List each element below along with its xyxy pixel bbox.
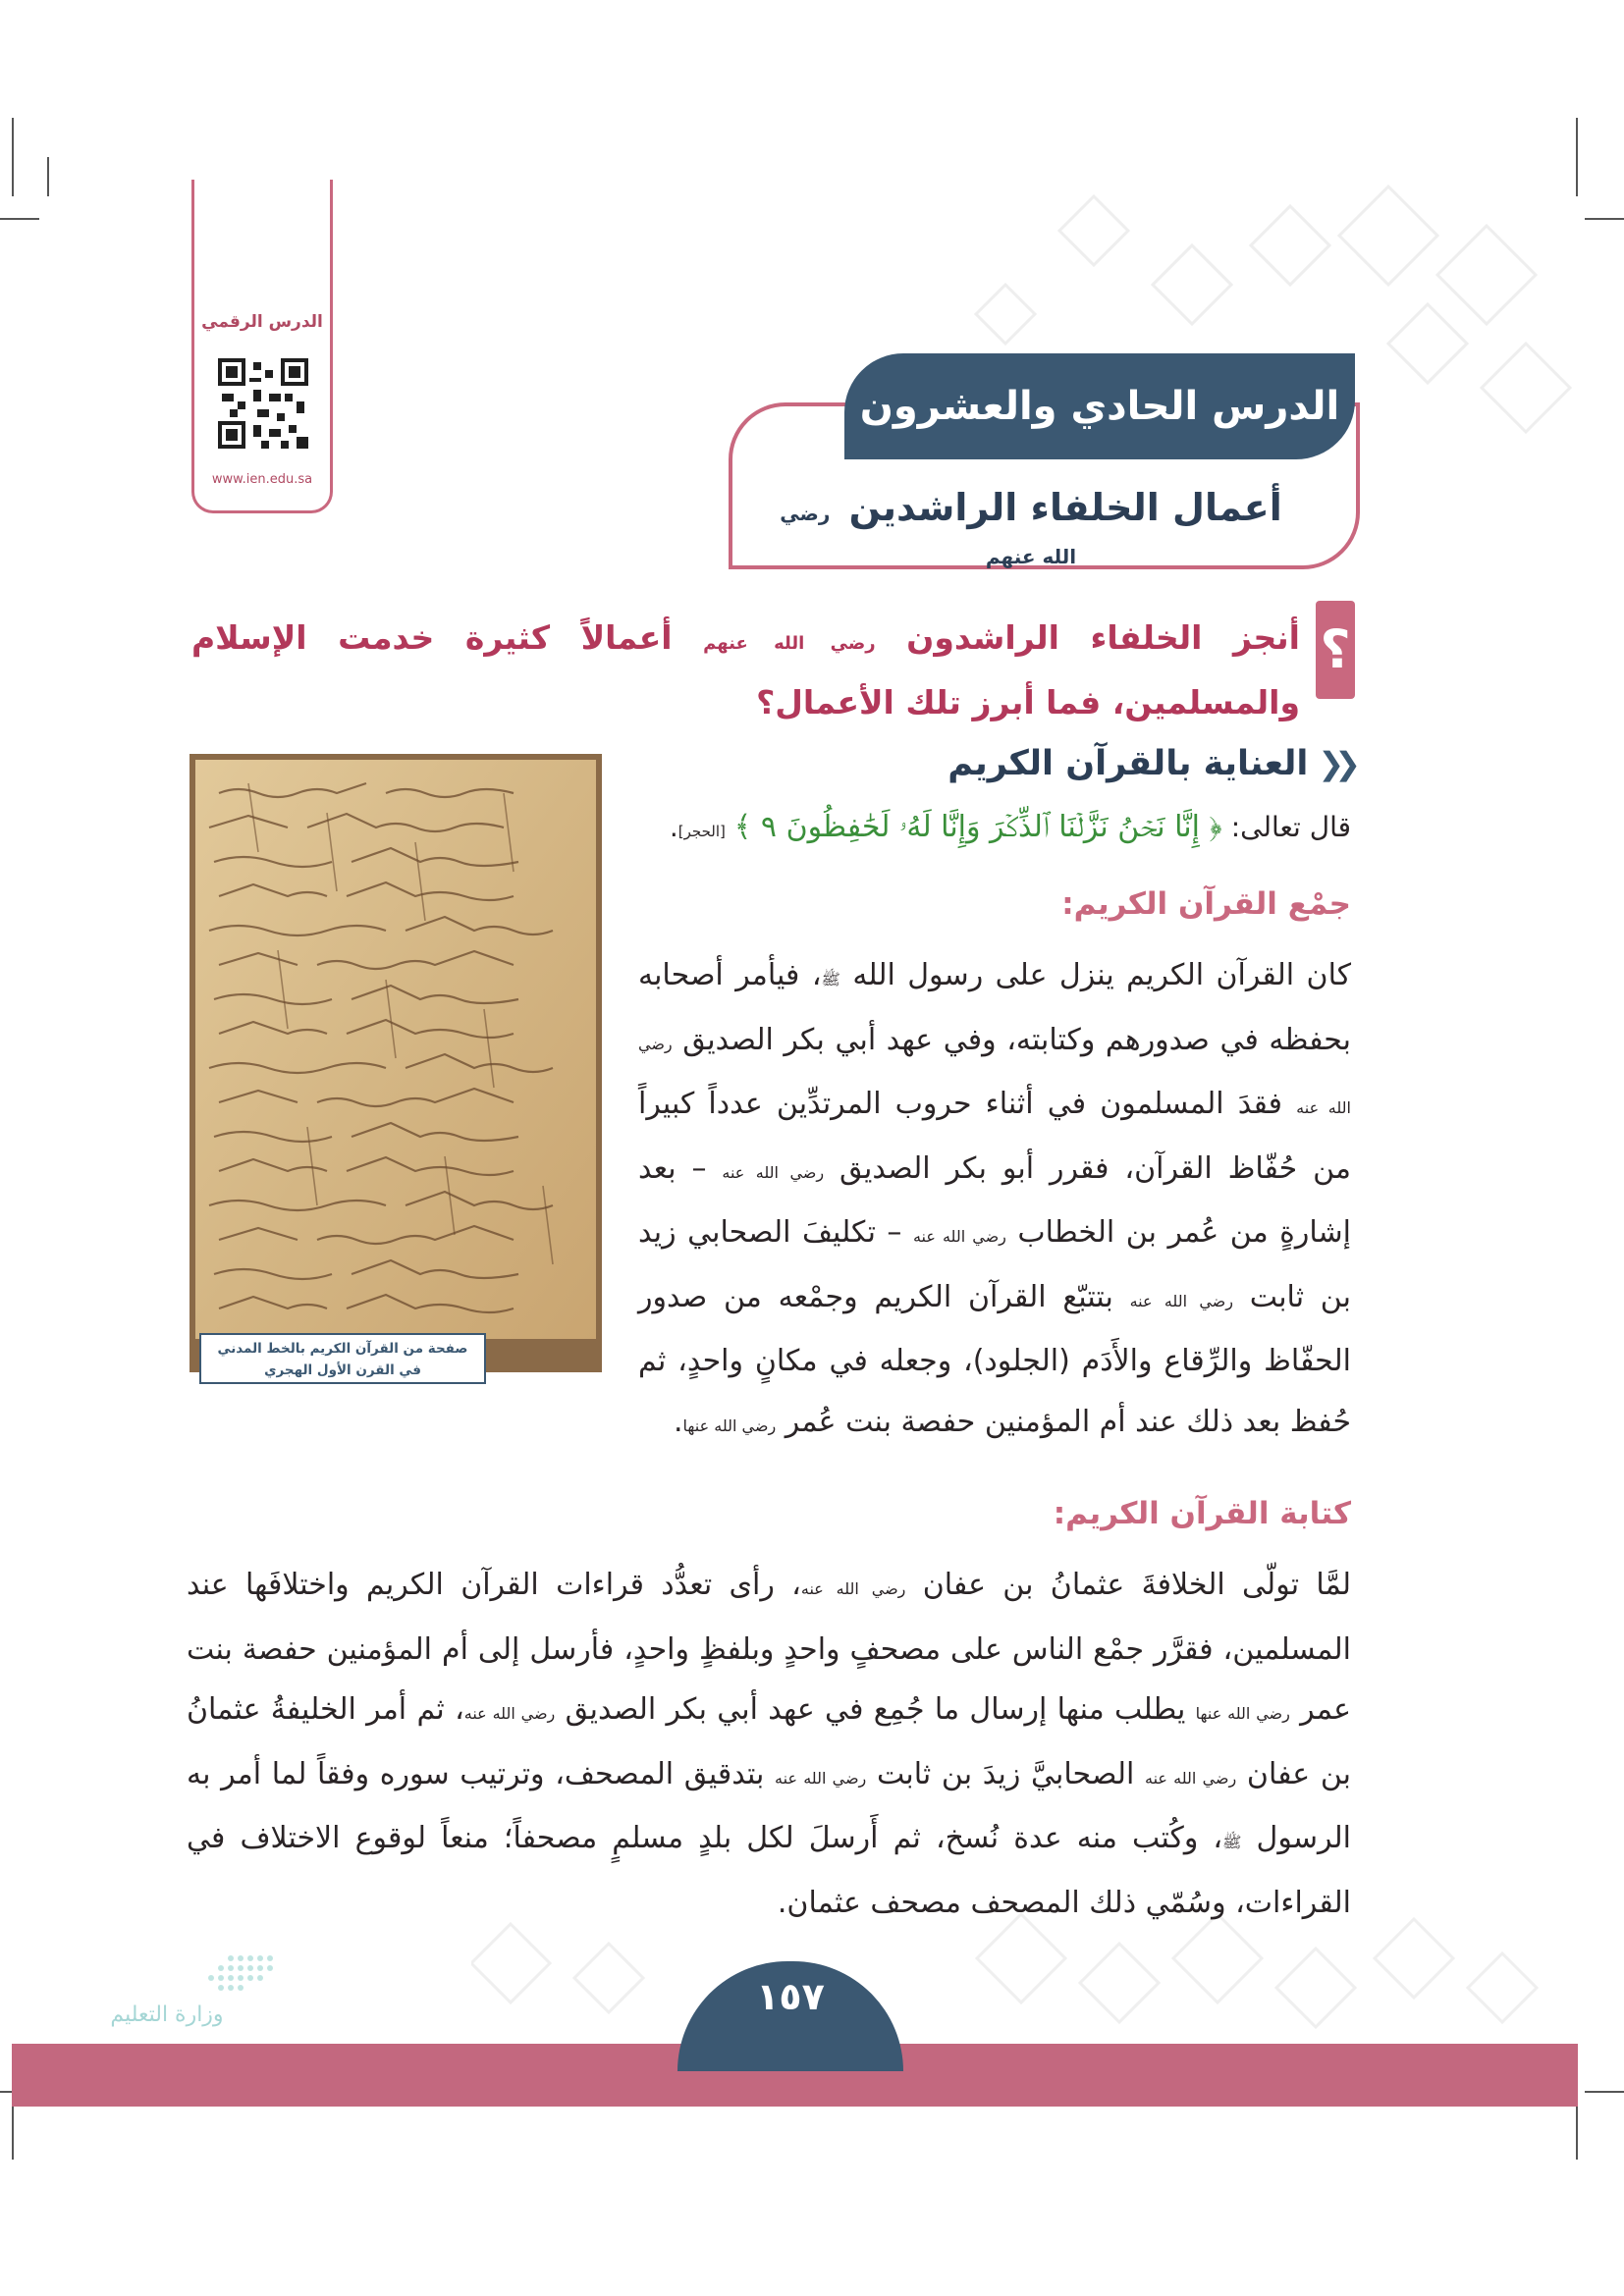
quran-manuscript-image bbox=[189, 754, 602, 1372]
paragraph-text: – تكليفَ الصحابي زيد بن ثابت bbox=[638, 1215, 1351, 1314]
subsection-heading: كتابة القرآن الكريم: bbox=[1053, 1496, 1351, 1531]
honorific: رضي الله عنهم bbox=[780, 502, 1077, 568]
caption-line: صفحة من القرآن الكريم بالخط المدني bbox=[217, 1341, 468, 1357]
quran-verse: ﴿ إِنَّا نَحۡنُ نَزَّلۡنَا ٱلذِّكۡرَ وَإِنَّا لَهُۥ لَحَٰفِظُونَ ٩ ﴾ bbox=[733, 810, 1222, 844]
crop-mark bbox=[0, 218, 39, 220]
crop-mark bbox=[1585, 218, 1624, 220]
paragraph-text: ، وكُتب منه عدة نُسخ، ثم أَرسلَ لكل بلدٍ مسلمٍ مصحفاً؛ منعاً لوقوع الاختلاف في القراءات، وسُمّي ذلك المصحف مصحف عثمان. bbox=[187, 1821, 1351, 1920]
honorific: رضي الله عنها bbox=[682, 1415, 777, 1435]
honorific: رضي الله عنه bbox=[638, 1034, 1351, 1117]
section-heading-text: العناية بالقرآن الكريم bbox=[947, 744, 1309, 783]
paragraph-text: ، ثم أمر الخليفةُ عثمانُ بن عفان bbox=[187, 1692, 1352, 1791]
honorific: رضي الله عنهم bbox=[703, 633, 876, 654]
honorific: رضي الله عنه bbox=[463, 1704, 556, 1723]
quran-verse-line bbox=[670, 810, 1351, 844]
collection-paragraph bbox=[638, 945, 1351, 1456]
paragraph-text: بتدقيق المصحف، وترتيب سوره وفقاً لما أمر به الرسول bbox=[187, 1756, 1351, 1855]
intro-text: أنجز الخلفاء الراشدون bbox=[906, 618, 1300, 657]
digital-lesson-label: الدرس الرقمي bbox=[201, 312, 323, 332]
double-chevron-icon: ❮❮ bbox=[1318, 745, 1351, 782]
page-number: ١٥٧ bbox=[756, 1975, 825, 2018]
intro-question bbox=[191, 609, 1300, 732]
paragraph-text: لمَّا تولّى الخلافةَ عثمانُ بن عفان bbox=[922, 1568, 1351, 1602]
qr-code-icon[interactable] bbox=[218, 358, 308, 449]
honorific: ﷺ bbox=[1222, 1833, 1242, 1851]
paragraph-text: ، فيأمر أصحابه بحفظه في صدورهم وكتابته، وفي عهد أبي بكر الصديق bbox=[638, 958, 1351, 1057]
digital-lesson-box[interactable] bbox=[191, 180, 333, 513]
paragraph-text: . bbox=[674, 1404, 683, 1439]
honorific: ﷺ bbox=[821, 970, 840, 988]
paragraph-text: – بعد إشارةٍ من عُمر بن الخطاب bbox=[638, 1150, 1351, 1250]
honorific: رضي الله عنه bbox=[800, 1579, 906, 1598]
paragraph-text: كان القرآن الكريم ينزل على رسول الله bbox=[852, 958, 1351, 992]
digital-lesson-url[interactable]: www.ien.edu.sa bbox=[211, 472, 313, 487]
writing-paragraph bbox=[187, 1555, 1351, 1933]
crop-mark bbox=[12, 2101, 14, 2160]
verse-reference: [الحجر] bbox=[677, 823, 726, 840]
svg-text:؟: ؟ bbox=[1320, 618, 1351, 680]
crop-mark bbox=[1585, 2091, 1624, 2093]
crop-mark bbox=[12, 118, 14, 196]
paragraph-text: ، رأى تعدُّد قراءات القرآن الكريم واختلافَها عند المسلمين، فقرَّر جمْع الناس على مصحفٍ واحدٍ وبلفظٍ واحدٍ، فأرسل إلى أم المؤمنين حفصة بنت عمر bbox=[187, 1568, 1351, 1727]
intro-text: أعمالاً كثيرة خدمت الإسلام والمسلمين، فما أبرز تلك الأعمال؟ bbox=[191, 618, 1300, 721]
crop-mark bbox=[1576, 2101, 1578, 2160]
caption-line: في القرن الأول الهجري bbox=[264, 1362, 421, 1378]
paragraph-text: فقدَ المسلمون في أثناء حروب المرتدِّين عدداً كبيراً من حُفّاظ القرآن، فقرر أبو بكر الصديق bbox=[638, 1087, 1351, 1186]
paragraph-text: الصحابيَّ زيدَ بن ثابت bbox=[876, 1756, 1135, 1791]
subsection-heading: جمْع القرآن الكريم: bbox=[1061, 886, 1351, 922]
honorific: رضي الله عنه bbox=[775, 1768, 867, 1788]
honorific: رضي الله عنها bbox=[1195, 1704, 1290, 1723]
ministry-name: وزارة التعليم bbox=[110, 2002, 224, 2027]
figure-caption bbox=[199, 1333, 486, 1384]
lesson-title bbox=[776, 486, 1286, 572]
lesson-number-title: الدرس الحادي والعشرون bbox=[844, 353, 1355, 459]
honorific: رضي الله عنه bbox=[1145, 1768, 1237, 1788]
lesson-title-text: أعمال الخلفاء الراشدين bbox=[848, 486, 1282, 529]
paragraph-text: بتتبّع القرآن الكريم وجمْعه من صدور الحفّاظ والرِّقاع والأَدَم (الجلود)، وجعله في مكانٍ واحدٍ، ثم حُفظ بعد ذلك عند أم المؤمنين حفصة بنت عُمر bbox=[638, 1279, 1351, 1439]
section-heading bbox=[947, 744, 1351, 783]
crop-mark bbox=[47, 157, 49, 196]
verse-intro: قال تعالى: bbox=[1230, 811, 1351, 843]
verse-end: . bbox=[669, 811, 678, 843]
honorific: رضي الله عنه bbox=[1129, 1291, 1233, 1310]
paragraph-text: يطلب منها إرسال ما جُمِع في عهد أبي بكر الصديق bbox=[565, 1692, 1186, 1727]
honorific: رضي الله عنه bbox=[912, 1227, 1006, 1246]
honorific: رضي الله عنه bbox=[722, 1162, 825, 1182]
question-mark-icon bbox=[1316, 601, 1355, 699]
